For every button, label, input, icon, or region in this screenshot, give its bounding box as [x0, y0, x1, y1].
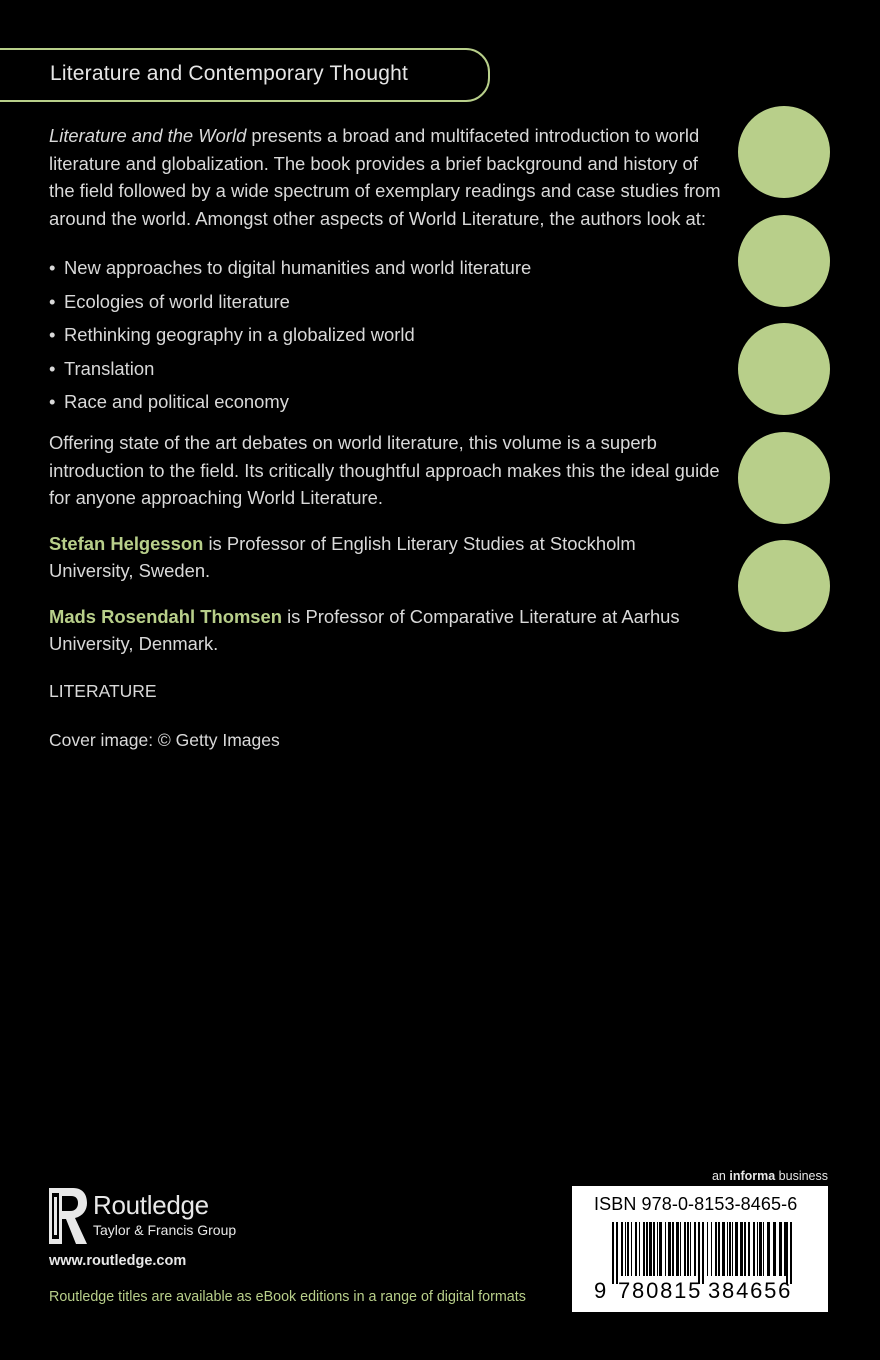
- author-name: Mads Rosendahl Thomsen: [49, 605, 282, 627]
- routledge-logo-icon: [49, 1188, 89, 1244]
- bullet-icon: •: [49, 257, 56, 278]
- decorative-circle: [738, 540, 830, 632]
- book-title-italic: Literature and the World: [49, 125, 247, 146]
- barcode-right-digits: 384656: [708, 1278, 793, 1303]
- isbn-label: ISBN 978-0-8153-8465-6: [594, 1194, 798, 1214]
- decorative-circle: [738, 323, 830, 415]
- bullet-icon: •: [49, 391, 56, 412]
- author-name: Stefan Helgesson: [49, 532, 204, 554]
- publisher-group: Taylor & Francis Group: [93, 1222, 237, 1238]
- informa-tagline: an informa business: [711, 1169, 828, 1183]
- subject-category: LITERATURE: [49, 680, 157, 701]
- back-cover-copy: [49, 122, 721, 755]
- author-bio-1: [49, 530, 721, 585]
- barcode-left-digits: 780815: [618, 1278, 703, 1303]
- barcode-lead-digit: 9: [594, 1278, 609, 1303]
- topic-list: [49, 254, 721, 415]
- bullet-icon: •: [49, 357, 56, 379]
- list-item: • New approaches to digital humanities and world literature: [49, 254, 721, 281]
- decorative-circle: [738, 106, 830, 198]
- series-title: Literature and Contemporary Thought: [50, 62, 408, 85]
- cover-credit: Cover image: © Getty Images: [49, 730, 280, 750]
- intro-text: presents a broad and multifaceted introduction to world literature and globalization. The book provides a brief background and history of the field followed by a wide spectrum of exemplary readings and case studies from around the world. Amongst other aspects of World Literature, the authors look at:: [49, 125, 721, 229]
- list-item: • Translation: [49, 355, 721, 382]
- list-item: • Ecologies of world literature: [49, 288, 721, 315]
- list-item: • Rethinking geography in a globalized world: [49, 321, 721, 348]
- decorative-circle: [738, 215, 830, 307]
- intro-paragraph: [49, 122, 721, 232]
- list-item: • Race and political economy: [49, 388, 721, 415]
- author-bio-text: is Professor of Comparative Literature at Aarhus University, Denmark.: [49, 605, 680, 654]
- ebook-note: Routledge titles are available as eBook editions in a range of digital formats: [49, 1289, 526, 1305]
- offering-paragraph: Offering state of the art debates on world literature, this volume is a superb introduction to the field. Its critically thoughtful approach makes this the ideal guide for anyone approaching World Literature.: [49, 432, 720, 508]
- author-bio-2: [49, 603, 721, 658]
- isbn-barcode: [572, 1186, 828, 1312]
- bullet-icon: •: [49, 324, 56, 345]
- author-bio-text: is Professor of English Literary Studies at Stockholm University, Sweden.: [49, 532, 636, 581]
- publisher-website[interactable]: www.routledge.com: [49, 1253, 187, 1269]
- publisher-name: Routledge: [93, 1190, 209, 1220]
- bullet-icon: •: [49, 290, 56, 312]
- decorative-circle: [738, 432, 830, 524]
